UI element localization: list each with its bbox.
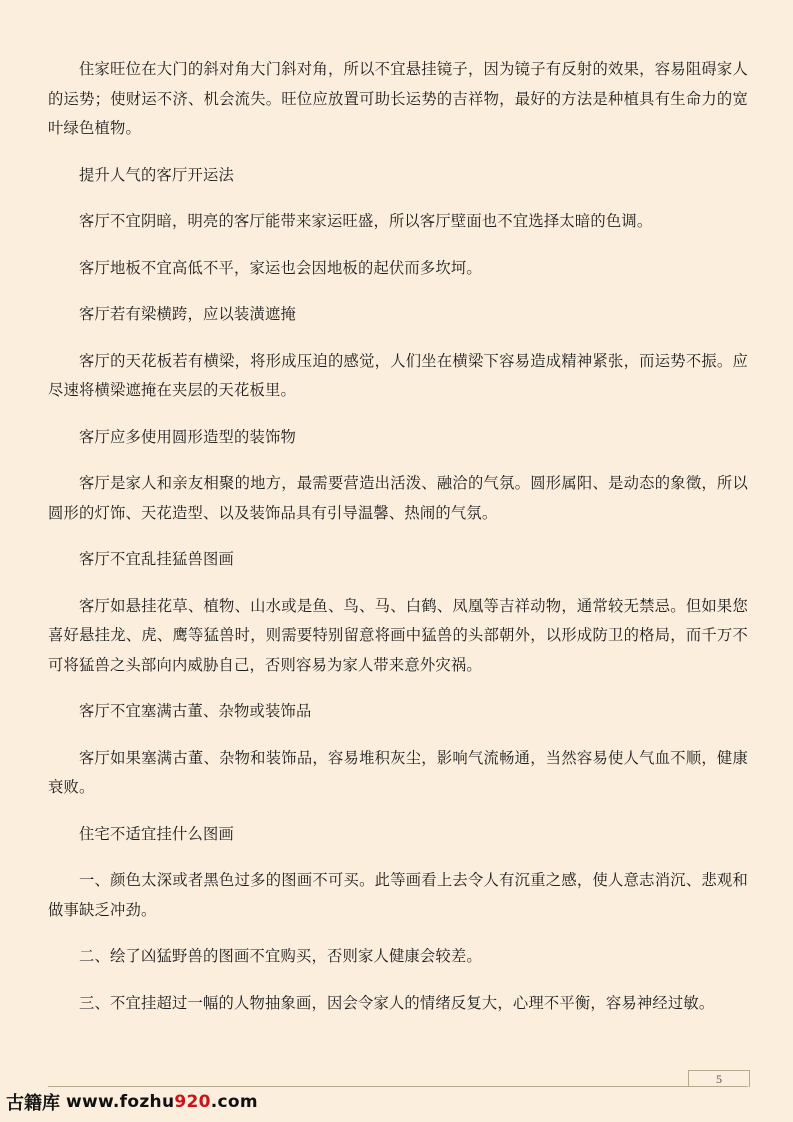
watermark-url [66,1092,258,1112]
paragraph: 客厅如果塞满古董、杂物和装饰品，容易堆积灰尘，影响气流畅通，当然容易使人气血不顺，健康衰败。 [48,748,748,796]
paragraph: 二、绘了凶猛野兽的图画不宜购买，否则家人健康会较差。 [79,947,482,965]
watermark-name: 古籍库 [6,1093,60,1114]
section-heading: 客厅若有梁横跨，应以装潢遮掩 [79,305,296,323]
paragraph: 客厅是家人和亲友相聚的地方，最需要营造出活泼、融洽的气氛。圆形属阳、是动态的象徵，所以圆形的灯饰、天花造型、以及装饰品具有引导温馨、热闹的气氛。 [48,474,748,522]
paragraph: 客厅的天花板若有横梁，将形成压迫的感觉，人们坐在横梁下容易造成精神紧张，而运势不振。应尽速将横梁遮掩在夹层的天花板里。 [48,351,748,399]
watermark-url-suffix: .com [210,1092,258,1112]
section-heading: 提升人气的客厅开运法 [79,165,234,184]
paragraph: 客厅地板不宜高低不平，家运也会因地板的起伏而多坎坷。 [79,258,482,277]
paragraph: 客厅不宜阴暗，明亮的客厅能带来家运旺盛，所以客厅壁面也不宜选择太暗的色调。 [79,212,653,230]
paragraph: 一、颜色太深或者黑色过多的图画不可买。此等画看上去令人有沉重之感，使人意志消沉、悲观和做事缺乏冲劲。 [48,871,748,919]
watermark-url-number: 920 [174,1092,211,1112]
paragraph: 三、不宜挂超过一幅的人物抽象画，因会令家人的情绪反复大，心理不平衡，容易神经过敏。 [79,993,715,1012]
footer-divider [48,1086,748,1087]
watermark [6,1088,258,1116]
paragraph: 住家旺位在大门的斜对角大门斜对角，所以不宜悬挂镜子，因为镜子有反射的效果，容易阻碍家人的运势；使财运不济、机会流失。旺位应放置可助长运势的吉祥物，最好的方法是种植具有生命力的宽叶绿色植物。 [48,60,748,137]
section-heading: 客厅应多使用圆形造型的装饰物 [79,427,296,446]
section-heading: 住宅不适宜挂什么图画 [79,824,234,843]
document-body [48,55,748,1035]
paragraph: 客厅如悬挂花草、植物、山水或是鱼、鸟、马、白鹤、凤凰等吉祥动物，通常较无禁忌。但如果您喜好悬挂龙、虎、鹰等猛兽时，则需要特别留意将画中猛兽的头部朝外，以形成防卫的格局，而千万不可将猛兽之头部向内威胁自己，否则容易为家人带来意外灾祸。 [48,596,748,674]
watermark-url-prefix: www.fozhu [66,1092,175,1112]
page-number: 5 [688,1070,750,1087]
section-heading: 客厅不宜乱挂猛兽图画 [79,550,234,568]
section-heading: 客厅不宜塞满古董、杂物或装饰品 [79,702,312,720]
